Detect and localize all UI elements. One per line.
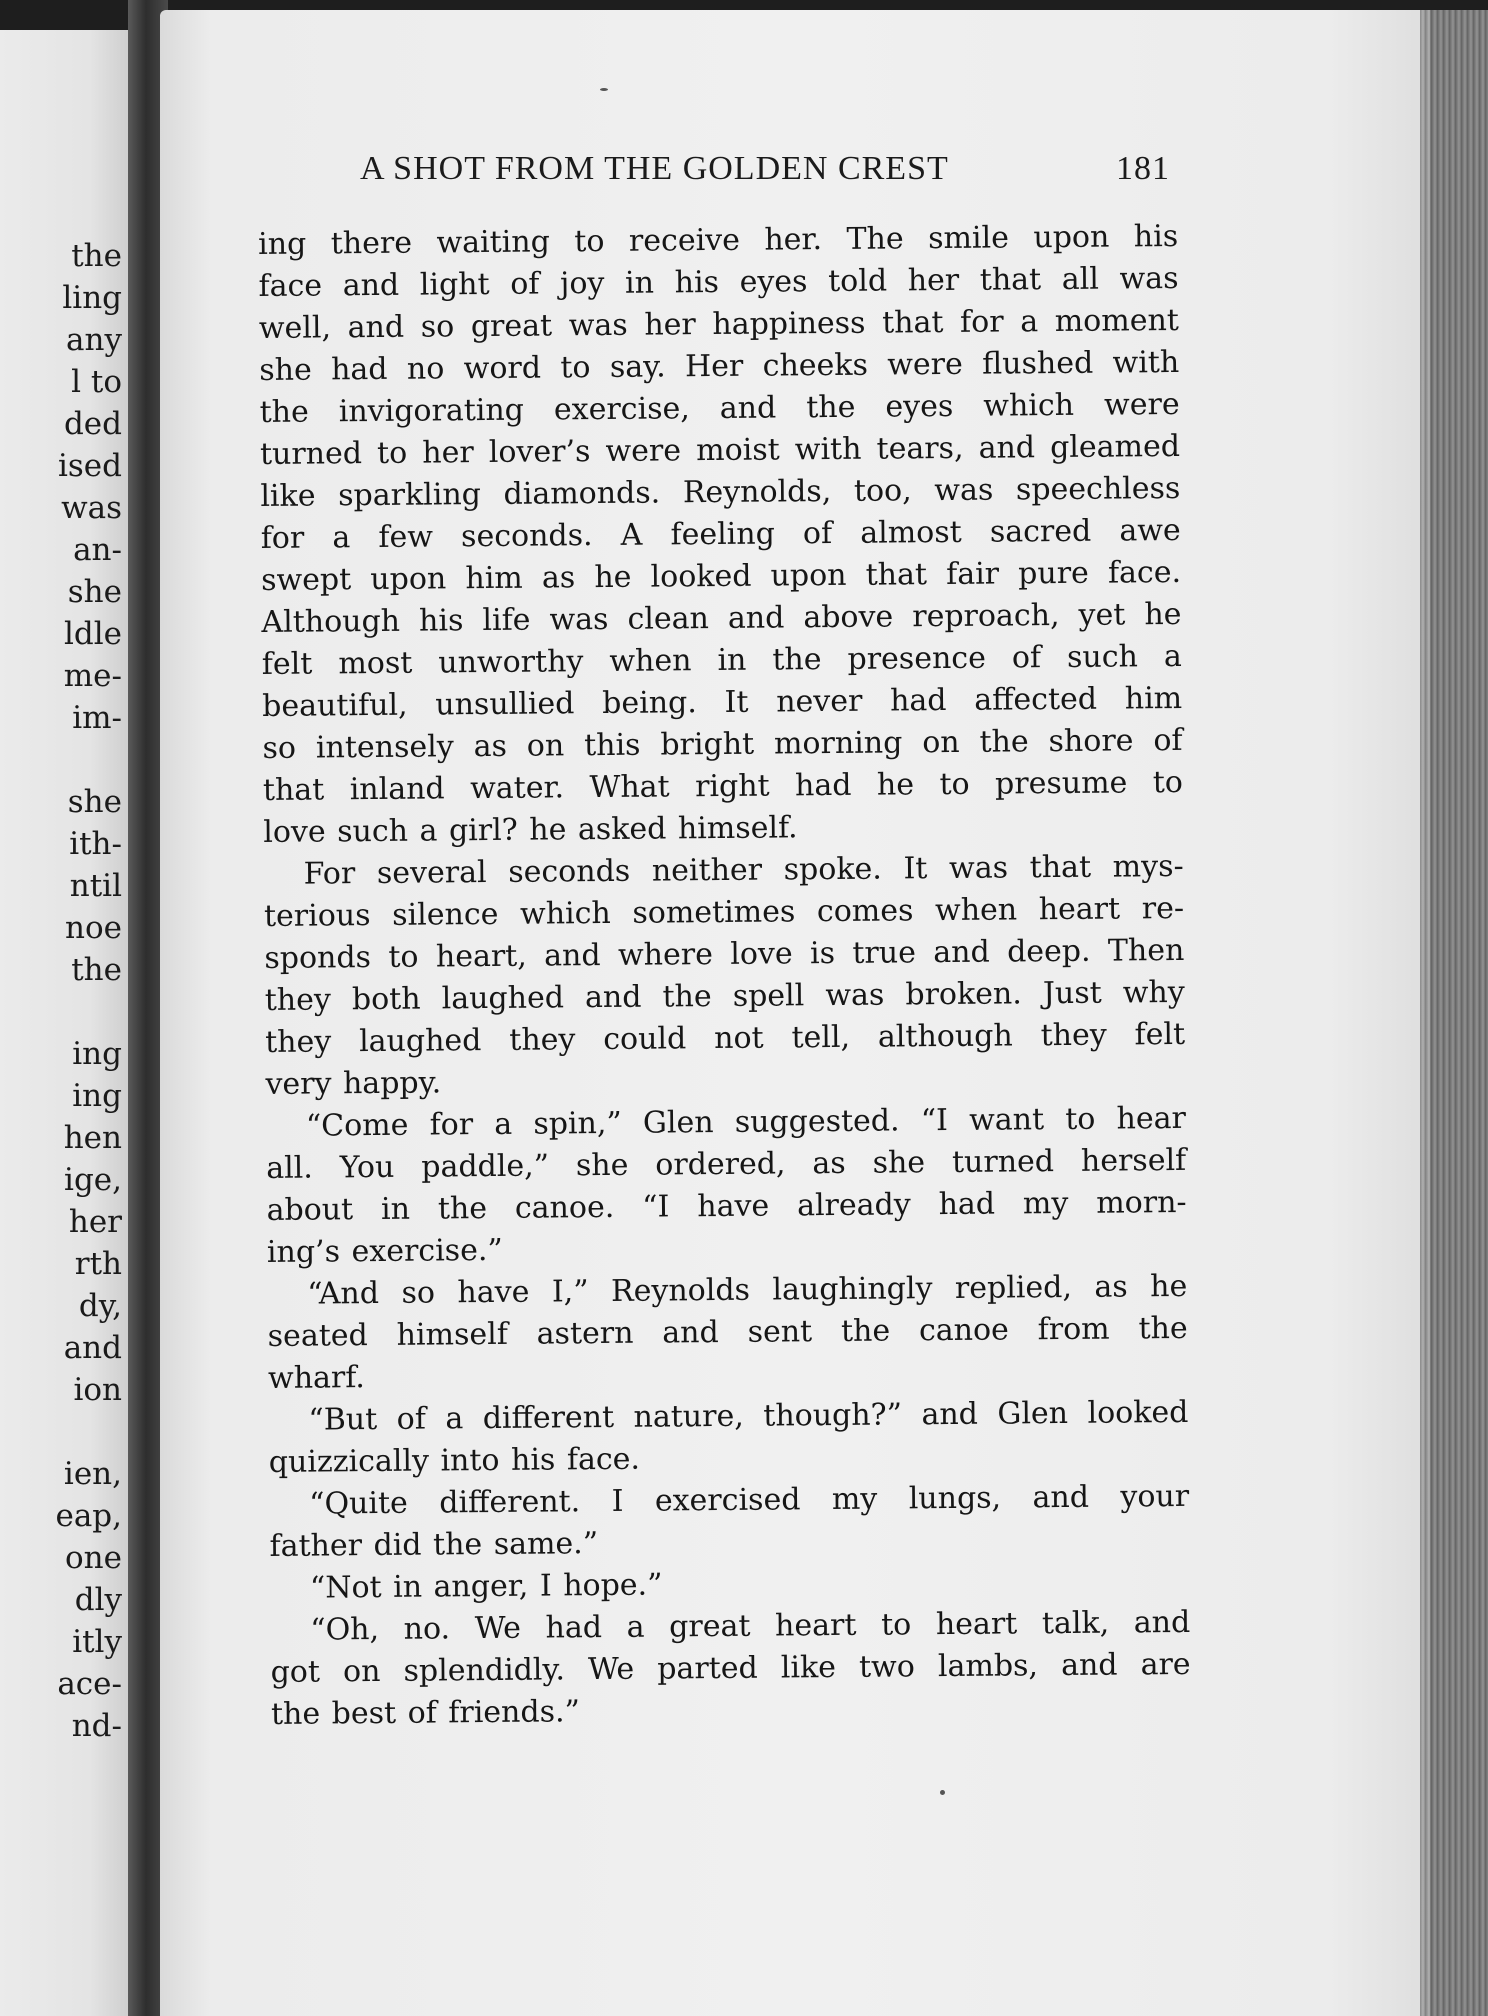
text-line: about in the canoe. “I have already had my morn- [266, 1184, 1187, 1228]
text-line: they both laughed and the spell was broken. Just why [264, 974, 1185, 1018]
line-end: me- [63, 658, 122, 694]
line-end: ige, [64, 1162, 122, 1198]
line-end: ing [72, 1036, 122, 1072]
line-end: she [67, 574, 122, 610]
text-line: ing’s exercise.” [266, 1232, 503, 1270]
text-line: For several seconds neither spoke. It was that mys- [303, 848, 1184, 892]
text-line: wharf. [267, 1360, 366, 1396]
text-line: terious silence which sometimes comes when heart re- [263, 890, 1185, 934]
chapter-title: A SHOT FROM THE GOLDEN CREST [360, 150, 949, 187]
text-line: “Not in anger, I hope.” [309, 1567, 663, 1606]
text-line: face and light of joy in his eyes told her that all was [258, 260, 1179, 304]
text-line: “Oh, no. We had a great heart to heart talk, and [310, 1604, 1191, 1648]
text-line: the invigorating exercise, and the eyes which were [259, 386, 1180, 430]
line-end: ion [73, 1372, 122, 1408]
text-line: quizzically into his face. [268, 1441, 641, 1480]
line-end: ded [63, 406, 122, 442]
line-end: itly [72, 1624, 122, 1660]
line-end: her [68, 1204, 122, 1240]
previous-page-fragment [0, 30, 128, 2016]
line-end: ldle [63, 616, 122, 652]
line-end: rth [74, 1246, 122, 1282]
line-end: the [71, 238, 122, 274]
running-head [360, 150, 1170, 188]
text-line: seated himself astern and sent the canoe from the [267, 1310, 1188, 1354]
text-line: ing there waiting to receive her. The smile upon his [258, 218, 1179, 262]
line-end: ith- [69, 826, 122, 862]
line-end [55, 991, 122, 1033]
text-line: so intensely as on this bright morning on the shore of [262, 722, 1183, 766]
text-line: turned to her lover’s were moist with tears, and gleamed [259, 428, 1181, 472]
text-line: love such a girl? he asked himself. [263, 810, 798, 850]
line-end: was [61, 490, 122, 526]
line-end: im- [72, 700, 122, 736]
text-line: for a few seconds. A feeling of almost sacred awe [260, 512, 1181, 556]
line-end: ien, [63, 1456, 122, 1492]
text-line: sponds to heart, and where love is true and deep. Then [264, 932, 1185, 976]
line-end: ntil [69, 868, 122, 904]
text-line: “And so have I,” Reynolds laughingly replied, as he [307, 1268, 1188, 1312]
line-end: ing [72, 1078, 122, 1114]
line-end: eap, [55, 1498, 122, 1534]
text-line: felt most unworthy when in the presence of such a [261, 638, 1182, 682]
line-end: dly [74, 1582, 122, 1618]
text-line: swept upon him as he looked upon that fair pure face. [260, 554, 1182, 598]
line-end: she [67, 784, 122, 820]
text-line: Although his life was clean and above reproach, yet he [261, 596, 1182, 640]
text-line: “But of a different nature, though?” and Glen looked [308, 1394, 1189, 1438]
text-line: that inland water. What right had he to presume to [262, 764, 1184, 808]
text-line: got on splendidly. We parted like two lambs, and are [270, 1646, 1191, 1690]
text-line: well, and so great was her happiness that for a moment [258, 302, 1180, 346]
text-line: they laughed they could not tell, although they felt [264, 1016, 1186, 1060]
body-text [258, 216, 1191, 1736]
page-number: 181 [1116, 150, 1170, 187]
line-end [55, 1411, 122, 1453]
line-end: dy, [78, 1288, 122, 1324]
page-edges [1420, 10, 1488, 2016]
line-end: hen [63, 1120, 122, 1156]
text-line: father did the same.” [269, 1526, 599, 1564]
paper-speck [940, 1790, 945, 1795]
line-end: noe [65, 910, 122, 946]
line-end [55, 739, 122, 781]
line-end: nd- [71, 1708, 122, 1744]
text-line: like sparkling diamonds. Reynolds, too, was speechless [260, 470, 1181, 514]
paper-speck [600, 88, 608, 91]
previous-page-line-ends [55, 235, 122, 1747]
line-end: one [65, 1540, 122, 1576]
text-line: beautiful, unsullied being. It never had affected him [262, 680, 1183, 724]
line-end: and [63, 1330, 122, 1366]
text-line: she had no word to say. Her cheeks were flushed with [259, 344, 1180, 388]
text-line: “Quite different. I exercised my lungs, and your [309, 1478, 1190, 1522]
line-end: an- [73, 532, 122, 568]
line-end: ace- [57, 1666, 122, 1702]
text-line: very happy. [265, 1065, 442, 1102]
line-end: the [71, 952, 122, 988]
text-line: the best of friends.” [270, 1694, 581, 1732]
line-end: ling [62, 280, 122, 316]
line-end: ised [57, 448, 122, 484]
text-line: all. You paddle,” she ordered, as she turned herself [266, 1142, 1187, 1186]
line-end: l to [71, 364, 122, 400]
text-line: “Come for a spin,” Glen suggested. “I want to hear [305, 1100, 1186, 1144]
line-end: any [66, 322, 122, 358]
